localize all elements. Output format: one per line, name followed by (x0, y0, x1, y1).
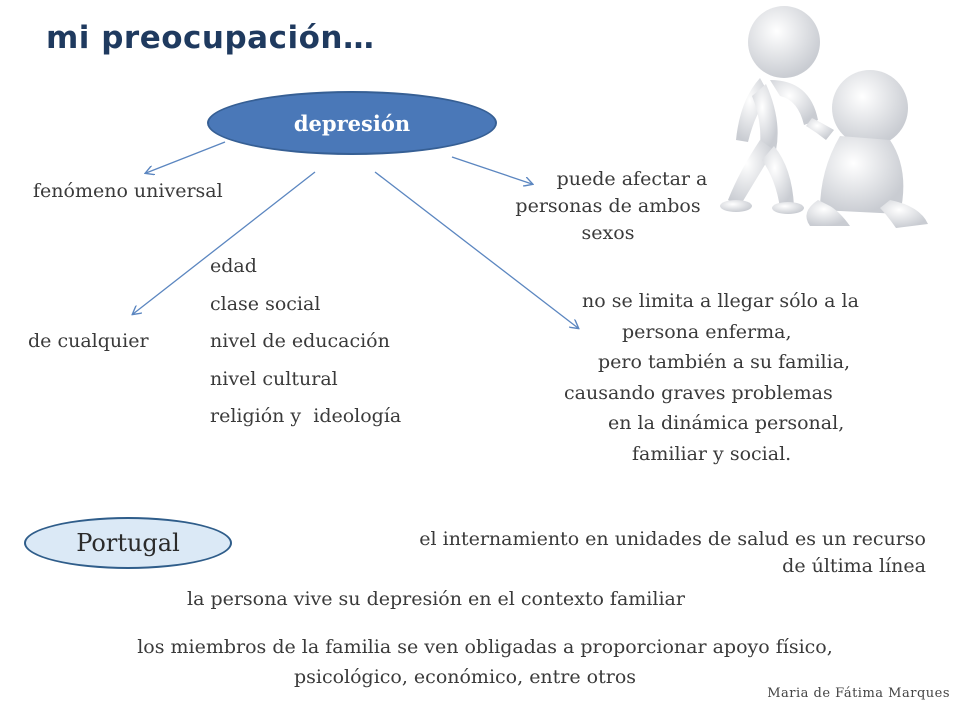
list-item: religión y ideología (210, 405, 402, 427)
family-text: no se limita a llegar sólo a la persona enferma, pero también a su familia, causando graves problemas en la dinámica personal, familiar y social. (564, 290, 859, 465)
sexes-text: puede afectar a personas de ambos sexos (515, 168, 708, 244)
list-item: edad (210, 255, 257, 277)
any-label: de cualquier (28, 330, 149, 352)
portugal-line3: los miembros de la familia se ven obligadas a proporcionar apoyo físico, psicológico, económico, entre otros (137, 636, 833, 688)
list-item: clase social (210, 292, 321, 315)
depresion-node: depresión (207, 91, 497, 155)
portugal-node: Portugal (24, 517, 232, 569)
arrow-to-universal (146, 142, 225, 173)
list-item: nivel cultural (210, 367, 338, 390)
page-title: mi preocupación… (46, 20, 375, 56)
list-item: nivel de educación (210, 330, 390, 352)
any-items-list (210, 248, 401, 436)
author-credit: Maria de Fátima Marques (767, 686, 950, 701)
portugal-line2: la persona vive su depresión en el contexto familiar (187, 588, 685, 610)
universal-label: fenómeno universal (33, 180, 223, 202)
portugal-line1: el internamiento en unidades de salud es un recurso de última línea (419, 528, 926, 577)
